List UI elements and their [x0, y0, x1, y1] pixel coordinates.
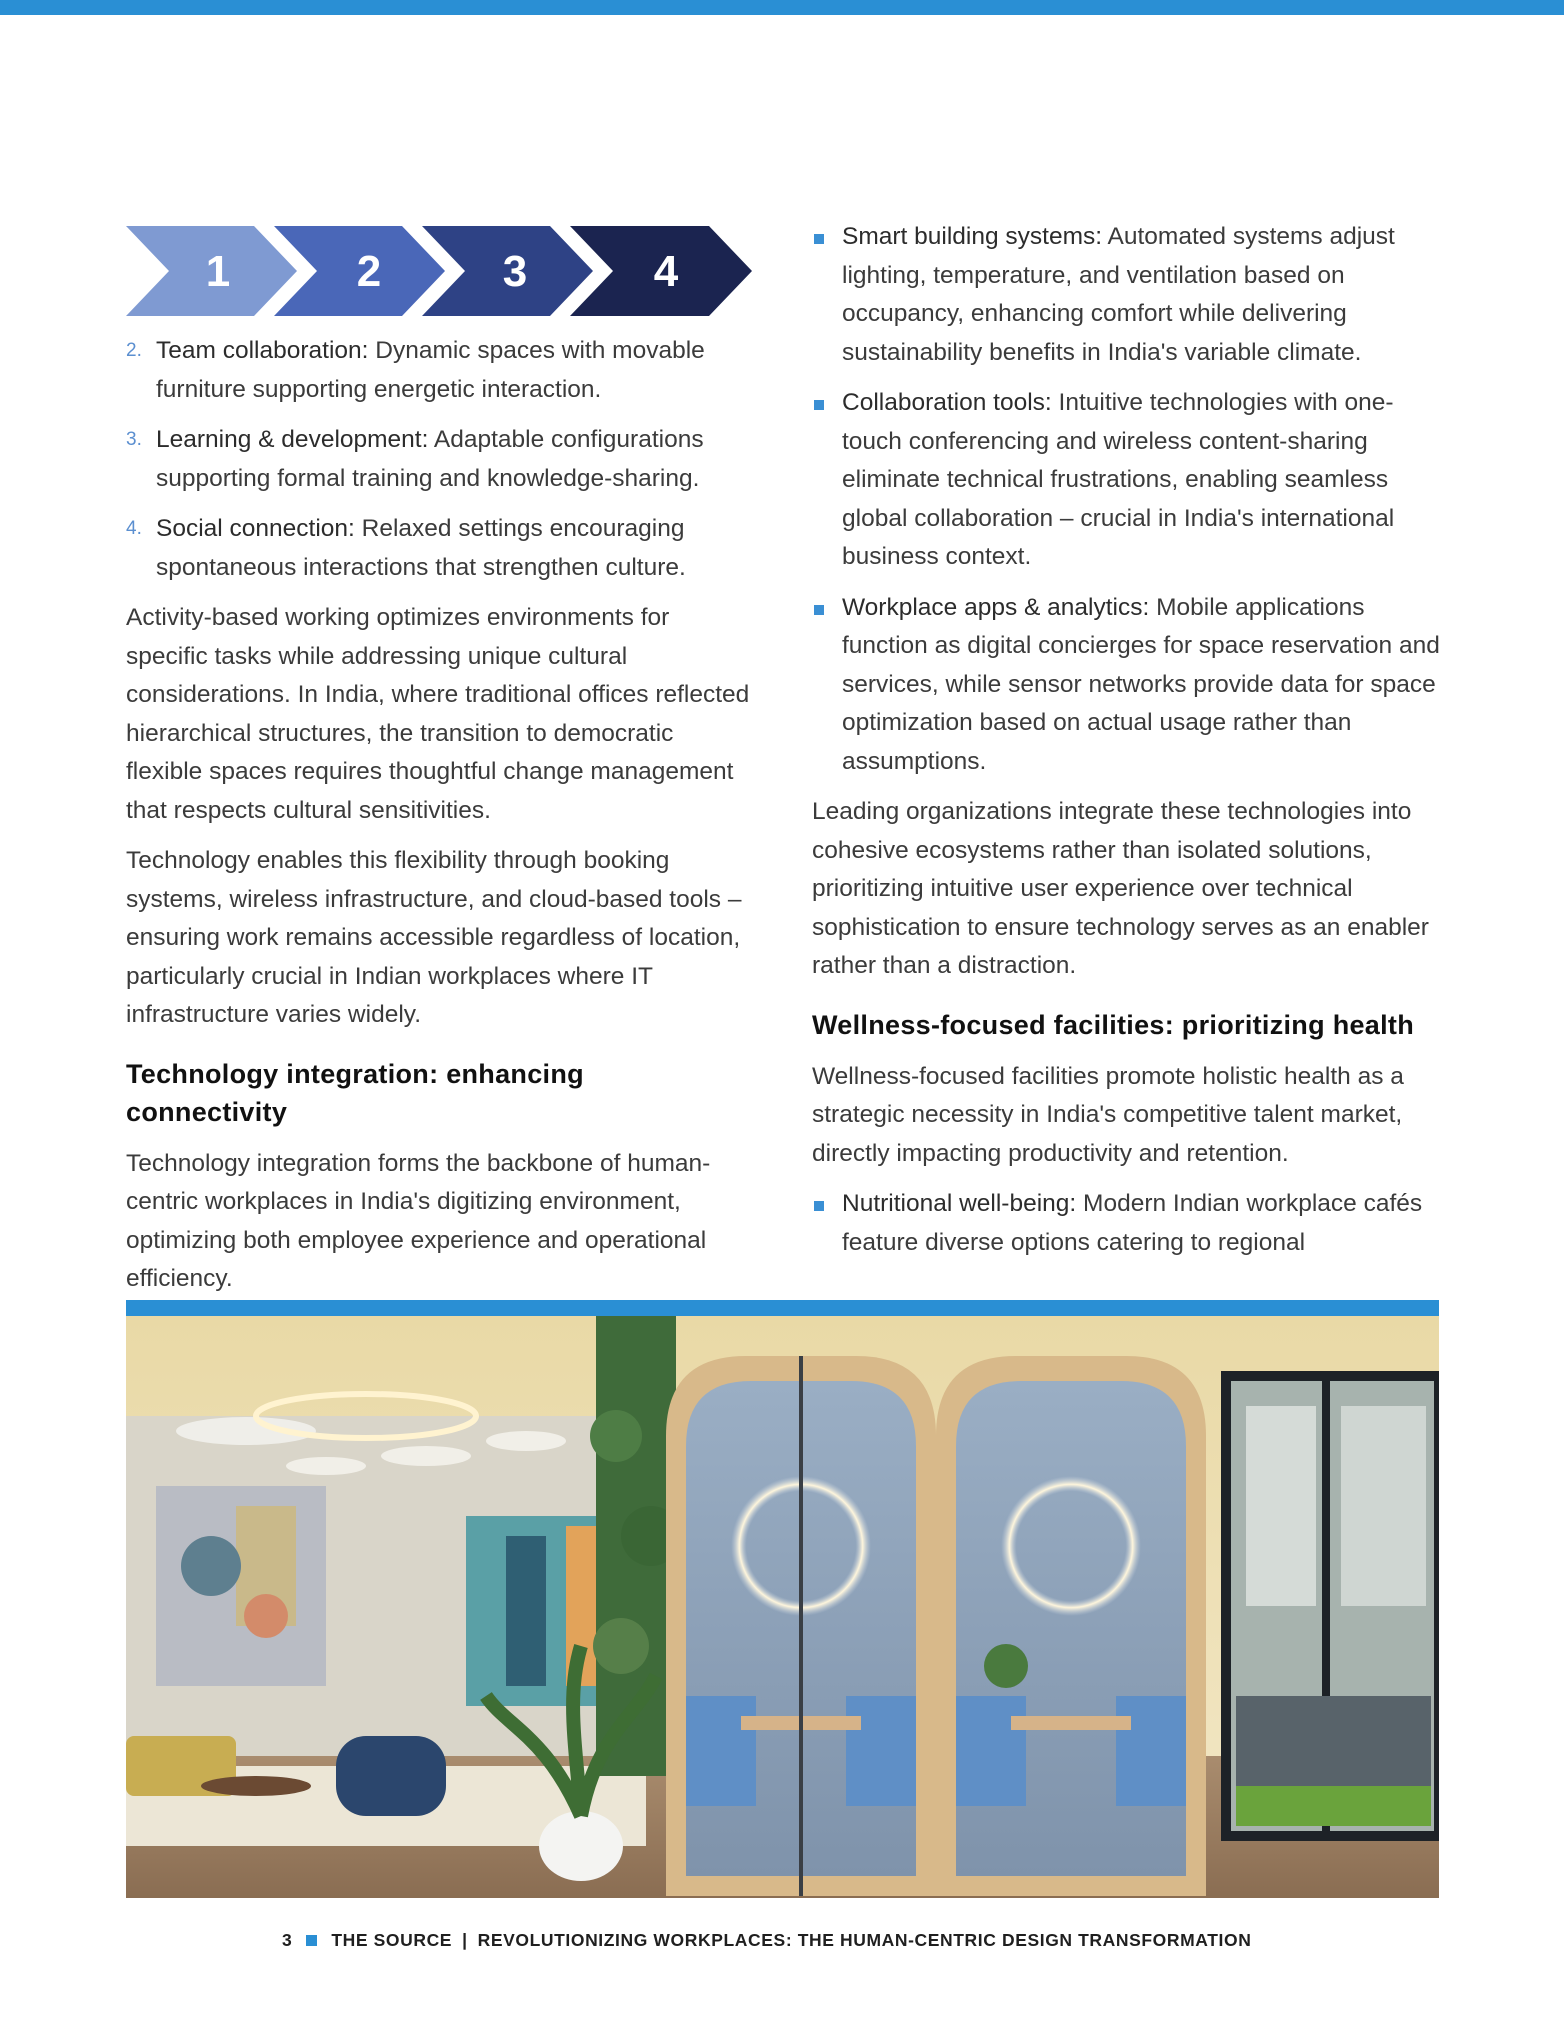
bullet-list: [812, 218, 1440, 781]
chevron-4-label: 4: [653, 247, 679, 296]
footer-square-icon: [306, 1935, 317, 1946]
list-item: [812, 218, 1440, 372]
paragraph: Activity-based working optimizes environments for specific tasks while addressing unique cultural considerations. In India, where traditional offices reflected hierarchical structures, the transition to democratic flexible spaces requires thoughtful change management that respects cultural sensitivities.: [126, 604, 750, 824]
list-text: Modern Indian workplace cafés feature diverse options catering to regional: [842, 1190, 1423, 1256]
list-item: [126, 421, 752, 498]
list-term: Social connection:: [156, 515, 355, 542]
list-text: Adaptable configurations supporting formal training and knowledge-sharing.: [156, 426, 704, 492]
page-footer: [282, 1930, 1251, 1951]
office-interior-photo: [126, 1316, 1439, 1898]
list-item: [812, 384, 1440, 577]
photo-accent-bar: [126, 1300, 1439, 1316]
process-chevrons: [126, 226, 752, 316]
section-heading: Wellness-focused facilities: prioritizing health: [812, 1009, 1415, 1040]
footer-title: REVOLUTIONIZING WORKPLACES: THE HUMAN-CENTRIC DESIGN TRANSFORMATION: [477, 1930, 1252, 1950]
right-column: [812, 218, 1440, 1274]
square-bullet-icon: [814, 605, 824, 615]
list-text: Dynamic spaces with movable furniture supporting energetic interaction.: [156, 337, 705, 403]
list-text: Automated systems adjust lighting, temperature, and ventilation based on occupancy, enhancing comfort while delivering sustainability benefits in India's variable climate.: [842, 223, 1395, 366]
square-bullet-icon: [814, 1201, 824, 1211]
chevron-1-label: 1: [205, 247, 231, 296]
paragraph: Technology enables this flexibility through booking systems, wireless infrastructure, and cloud-based tools – ensuring work remains accessible regardless of location, particularly crucial in Indian workplaces where IT infrastructure varies widely.: [126, 847, 742, 1028]
page-number: 3: [282, 1930, 293, 1950]
list-item: [812, 1185, 1440, 1262]
list-text: Relaxed settings encouraging spontaneous interactions that strengthen culture.: [156, 515, 686, 581]
paragraph: Wellness-focused facilities promote holistic health as a strategic necessity in India's competitive talent market, directly impacting productivity and retention.: [812, 1062, 1404, 1167]
list-number: 3.: [126, 429, 142, 450]
list-item: [126, 332, 752, 409]
publication-name: THE SOURCE: [331, 1930, 453, 1950]
bullet-list: [812, 1185, 1440, 1262]
paragraph: Leading organizations integrate these technologies into cohesive ecosystems rather than isolated solutions, prioritizing intuitive user experience over technical sophistication to ensure technology serves as an enabler rather than a distraction.: [812, 798, 1429, 979]
list-term: Learning & development:: [156, 426, 429, 453]
list-text: Intuitive technologies with one-touch conferencing and wireless content-sharing eliminate technical frustrations, enabling seamless global collaboration – crucial in India's international business context.: [842, 389, 1395, 570]
square-bullet-icon: [814, 400, 824, 410]
left-column: [126, 218, 752, 1311]
list-item: [812, 589, 1440, 782]
chevron-graphic: [126, 226, 752, 316]
list-number: 4.: [126, 518, 142, 539]
section-heading: Technology integration: enhancing connectivity: [126, 1058, 584, 1127]
list-term: Workplace apps & analytics:: [842, 593, 1150, 621]
top-accent-bar: [0, 0, 1564, 15]
list-item: [126, 510, 752, 587]
list-term: Nutritional well-being:: [842, 1190, 1077, 1217]
square-bullet-icon: [814, 234, 824, 244]
numbered-list: [126, 332, 752, 587]
footer-separator: |: [462, 1930, 468, 1950]
paragraph: Technology integration forms the backbone of human-centric workplaces in India's digitizing environment, optimizing both employee experience and operational efficiency.: [126, 1149, 711, 1292]
list-term: Smart building systems:: [842, 223, 1103, 250]
chevron-2-label: 2: [356, 247, 382, 296]
list-text: Mobile applications function as digital concierges for space reservation and services, while sensor networks provide data for space optimization based on actual usage rather than assumptions.: [842, 593, 1440, 775]
list-term: Collaboration tools:: [842, 389, 1052, 416]
list-term: Team collaboration:: [156, 337, 369, 364]
list-number: 2.: [126, 340, 142, 361]
chevron-3-label: 3: [502, 247, 528, 296]
office-interior-illustration: [126, 1316, 1439, 1898]
